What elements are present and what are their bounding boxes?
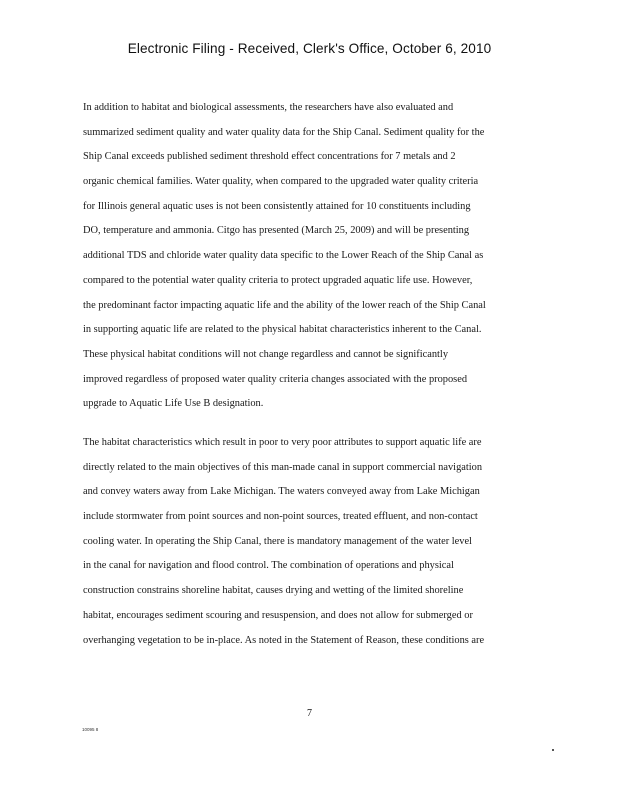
text-line: The habitat characteristics which result in poor to very poor attributes to support aquatic life are bbox=[83, 437, 482, 448]
text-line: include stormwater from point sources and non-point sources, treated effluent, and non-contact bbox=[83, 511, 478, 523]
text-line: additional TDS and chloride water quality data specific to the Lower Reach of the Ship Canal as bbox=[83, 250, 484, 262]
text-line: Ship Canal exceeds published sediment threshold effect concentrations for 7 metals and 2 bbox=[83, 151, 456, 163]
text-line: upgrade to Aquatic Life Use B designation. bbox=[83, 398, 264, 410]
text-line: and convey waters away from Lake Michigan. The waters conveyed away from Lake Michigan bbox=[83, 486, 480, 498]
text-line: In addition to habitat and biological assessments, the researchers have also evaluated and bbox=[83, 102, 454, 113]
electronic-filing-header: Electronic Filing - Received, Clerk's Office, October 6, 2010 bbox=[127, 41, 492, 56]
text-line: summarized sediment quality and water quality data for the Ship Canal. Sediment quality for the bbox=[83, 126, 485, 138]
text-line: construction constrains shoreline habitat, causes drying and wetting of the limited shoreline bbox=[83, 585, 464, 597]
scan-artifact-dot bbox=[552, 749, 554, 751]
text-line: habitat, encourages sediment scouring and resuspension, and does not allow for submerged or bbox=[83, 609, 473, 621]
paragraph-habitat-assessment bbox=[83, 96, 503, 417]
text-line: compared to the potential water quality criteria to protect upgraded aquatic life use. However, bbox=[83, 274, 473, 286]
text-line: for Illinois general aquatic uses is not been consistently attained for 10 constituents including bbox=[83, 200, 471, 212]
text-line: These physical habitat conditions will not change regardless and cannot be significantly bbox=[83, 348, 449, 360]
text-line: overhanging vegetation to be in-place. As noted in the Statement of Reason, these conditions are bbox=[83, 634, 485, 646]
text-line: DO, temperature and ammonia. Citgo has presented (March 25, 2009) and will be presenting bbox=[83, 225, 470, 237]
page-number: 7 bbox=[307, 708, 312, 719]
text-line: the predominant factor impacting aquatic life and the ability of the lower reach of the Ship Canal bbox=[83, 299, 486, 311]
text-line: directly related to the main objectives of this man-made canal in support commercial navigation bbox=[83, 461, 483, 473]
document-footer-code: 10095 8 bbox=[82, 727, 99, 732]
text-line: improved regardless of proposed water quality criteria changes associated with the proposed bbox=[83, 373, 468, 385]
text-line: cooling water. In operating the Ship Canal, there is mandatory management of the water level bbox=[83, 535, 472, 547]
text-line: organic chemical families. Water quality, when compared to the upgraded water quality criteria bbox=[83, 176, 479, 188]
text-line: in the canal for navigation and flood control. The combination of operations and physical bbox=[83, 560, 454, 572]
text-line: in supporting aquatic life are related to the physical habitat characteristics inherent to the Canal. bbox=[83, 324, 482, 336]
paragraph-habitat-characteristics bbox=[83, 431, 503, 653]
